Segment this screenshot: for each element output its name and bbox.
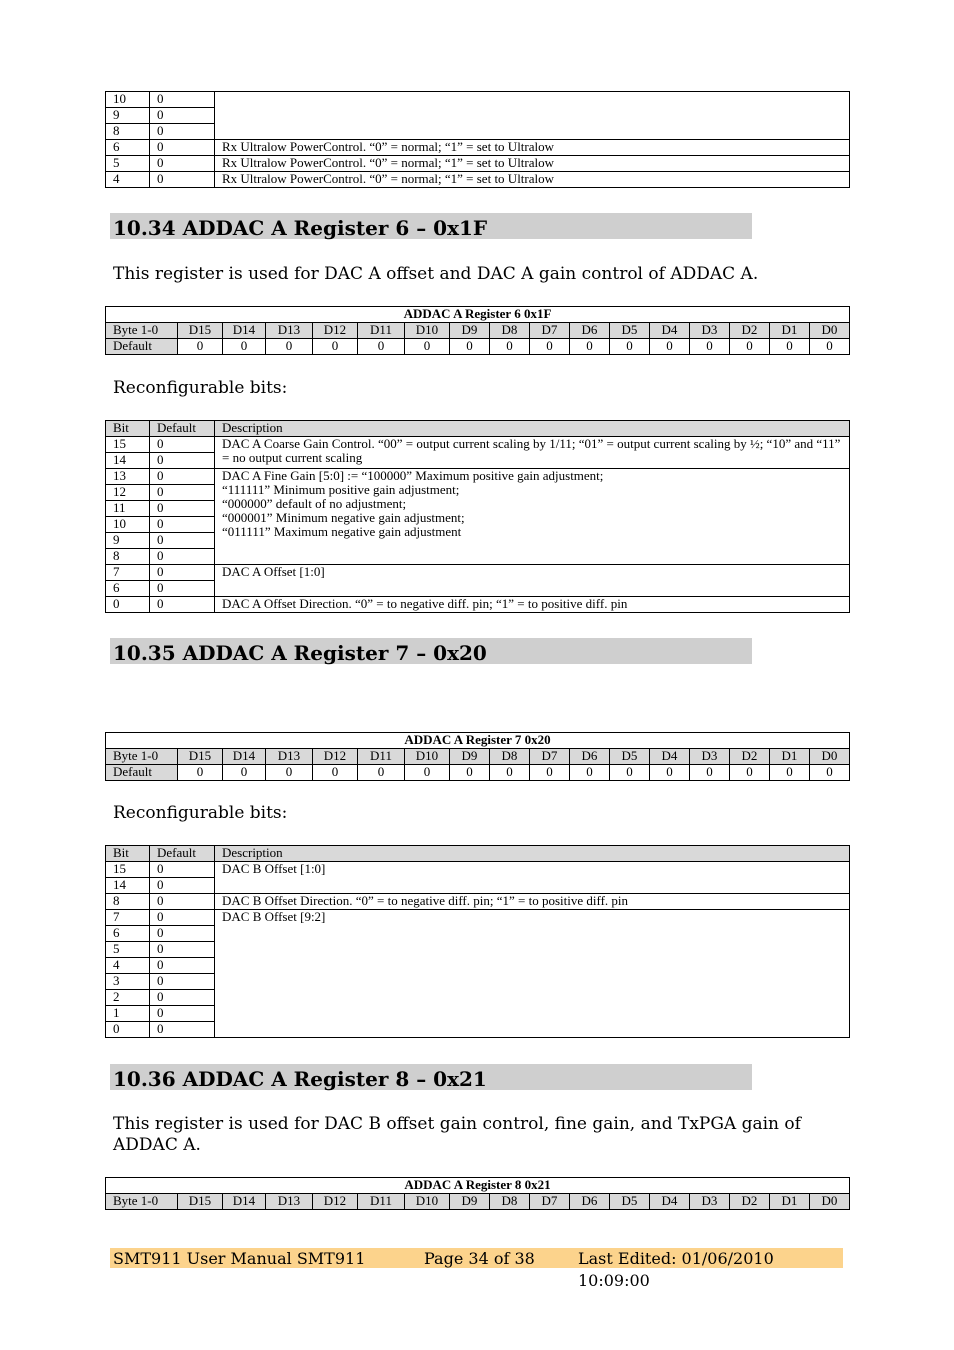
default-cell: 0	[150, 108, 215, 124]
page-footer	[110, 1248, 843, 1290]
default-value: 0	[313, 339, 358, 355]
default-cell: 0	[150, 942, 215, 958]
bit-label: D13	[266, 323, 313, 339]
default-value: 0	[530, 765, 570, 781]
description-line: DAC A Fine Gain [5:0] := “100000” Maximum positive gain adjustment;	[222, 468, 604, 483]
bit-label: D12	[313, 1194, 358, 1210]
bit-cell: 6	[106, 140, 150, 156]
bit-cell: 9	[106, 533, 150, 549]
bit-label: D5	[610, 323, 650, 339]
default-cell: 0	[150, 533, 215, 549]
bit-label: D5	[610, 749, 650, 765]
bit-cell: 14	[106, 878, 150, 894]
header-default: Default	[150, 421, 215, 437]
register-title: ADDAC A Register 7 0x20	[106, 733, 850, 749]
bits-table-0x1f	[105, 420, 850, 613]
description-cell: Rx Ultralow PowerControl. “0” = normal; “1” = set to Ultralow	[215, 140, 850, 156]
default-cell: 0	[150, 878, 215, 894]
default-value: 0	[223, 765, 266, 781]
bit-label: D4	[650, 749, 690, 765]
footer-manual-title: SMT911 User Manual SMT911	[113, 1249, 366, 1268]
bit-label: D10	[405, 323, 450, 339]
bit-label: D0	[810, 1194, 850, 1210]
description-cell: DAC B Offset Direction. “0” = to negative diff. pin; “1” = to positive diff. pin	[215, 894, 850, 910]
description-cell: Rx Ultralow PowerControl. “0” = normal; “1” = set to Ultralow	[215, 156, 850, 172]
default-cell: 0	[150, 597, 215, 613]
default-cell: 0	[150, 124, 215, 140]
default-cell: 0	[150, 862, 215, 878]
bit-cell: 7	[106, 910, 150, 926]
default-cell: 0	[150, 156, 215, 172]
bit-label: D3	[690, 1194, 730, 1210]
bit-cell: 6	[106, 581, 150, 597]
default-cell: 0	[150, 990, 215, 1006]
description-line: “111111” Minimum positive gain adjustment;	[222, 482, 460, 497]
register-title: ADDAC A Register 8 0x21	[106, 1178, 850, 1194]
description-cell	[215, 469, 850, 565]
bit-cell: 14	[106, 453, 150, 469]
default-value: 0	[730, 339, 770, 355]
bit-label: D3	[690, 749, 730, 765]
table-row	[106, 469, 850, 485]
bit-label: D4	[650, 323, 690, 339]
bit-cell: 6	[106, 926, 150, 942]
default-cell: 0	[150, 958, 215, 974]
bit-label: D13	[266, 1194, 313, 1210]
default-cell: 0	[150, 565, 215, 581]
default-value: 0	[450, 339, 490, 355]
default-cell: 0	[150, 1022, 215, 1038]
bit-label: D8	[490, 1194, 530, 1210]
description-cell: DAC B Offset [1:0]	[215, 862, 850, 894]
default-cell: 0	[150, 437, 215, 453]
bit-label: D6	[570, 749, 610, 765]
bit-cell: 12	[106, 485, 150, 501]
default-cell: 0	[150, 517, 215, 533]
default-cell: 0	[150, 549, 215, 565]
bit-label: D12	[313, 323, 358, 339]
bit-cell: 0	[106, 597, 150, 613]
register-default-row	[106, 765, 850, 781]
default-value: 0	[178, 765, 223, 781]
default-cell: 0	[150, 485, 215, 501]
default-cell: 0	[150, 469, 215, 485]
default-value: 0	[313, 765, 358, 781]
bit-label: D14	[223, 323, 266, 339]
table-row	[106, 156, 850, 172]
table-row	[106, 894, 850, 910]
bit-label: D6	[570, 1194, 610, 1210]
default-cell: 0	[150, 501, 215, 517]
bit-label: D14	[223, 1194, 266, 1210]
table-row	[106, 437, 850, 453]
bit-label: D15	[178, 1194, 223, 1210]
default-value: 0	[650, 765, 690, 781]
description-cell: DAC A Offset [1:0]	[215, 565, 850, 597]
bit-cell: 11	[106, 501, 150, 517]
section-intro: This register is used for DAC B offset gain control, fine gain, and TxPGA gain of ADDAC A.	[113, 1114, 801, 1155]
bit-label: D8	[490, 323, 530, 339]
default-value: 0	[405, 339, 450, 355]
description-cell: Rx Ultralow PowerControl. “0” = normal; “1” = set to Ultralow	[215, 172, 850, 188]
default-value: 0	[810, 339, 850, 355]
bit-label: D9	[450, 323, 490, 339]
table-row	[106, 172, 850, 188]
default-value: 0	[650, 339, 690, 355]
table-row	[106, 910, 850, 926]
bit-label: D10	[405, 749, 450, 765]
register-bit-header	[106, 323, 850, 339]
register-default-row	[106, 339, 850, 355]
bit-label: D15	[178, 749, 223, 765]
bit-label: D13	[266, 749, 313, 765]
reconfigurable-label: Reconfigurable bits:	[113, 378, 288, 398]
bit-label: D11	[358, 323, 405, 339]
header-description: Description	[215, 846, 850, 862]
default-value: 0	[690, 765, 730, 781]
bit-label: D3	[690, 323, 730, 339]
bit-cell: 8	[106, 894, 150, 910]
section-intro: This register is used for DAC A offset and DAC A gain control of ADDAC A.	[113, 264, 759, 284]
table-row	[106, 140, 850, 156]
bit-label: D8	[490, 749, 530, 765]
header-default: Default	[150, 846, 215, 862]
description-line: “000000” default of no adjustment;	[222, 496, 407, 511]
section-heading-10-35: 10.35 ADDAC A Register 7 – 0x20	[110, 638, 752, 664]
bit-label: D9	[450, 749, 490, 765]
description-cell: DAC A Coarse Gain Control. “00” = output current scaling by 1/11; “01” = output current scaling by ½; “10” and “11” = no output current scaling	[215, 437, 850, 469]
bit-cell: 8	[106, 124, 150, 140]
section-heading-10-34: 10.34 ADDAC A Register 6 – 0x1F	[110, 213, 752, 239]
default-value: 0	[450, 765, 490, 781]
bit-label: D15	[178, 323, 223, 339]
default-value: 0	[490, 765, 530, 781]
bit-label: D14	[223, 749, 266, 765]
bit-cell: 7	[106, 565, 150, 581]
reconfigurable-label: Reconfigurable bits:	[113, 803, 288, 823]
bit-label: D12	[313, 749, 358, 765]
byte-label: Byte 1-0	[106, 323, 178, 339]
register-table-0x1f	[105, 306, 850, 355]
bit-label: D11	[358, 1194, 405, 1210]
bit-cell: 4	[106, 172, 150, 188]
default-value: 0	[223, 339, 266, 355]
description-cell: DAC B Offset [9:2]	[215, 910, 850, 1038]
bit-label: D1	[770, 323, 810, 339]
register-table-0x21	[105, 1177, 850, 1210]
description-cell	[215, 92, 850, 140]
bit-cell: 5	[106, 942, 150, 958]
default-value: 0	[405, 765, 450, 781]
default-value: 0	[358, 765, 405, 781]
bit-cell: 0	[106, 1022, 150, 1038]
bit-label: D7	[530, 749, 570, 765]
default-cell: 0	[150, 140, 215, 156]
default-cell: 0	[150, 172, 215, 188]
byte-label: Byte 1-0	[106, 749, 178, 765]
register-bit-header	[106, 1194, 850, 1210]
top-bits-table	[105, 91, 850, 188]
default-cell: 0	[150, 926, 215, 942]
bit-cell: 2	[106, 990, 150, 1006]
bit-cell: 10	[106, 517, 150, 533]
bit-cell: 1	[106, 1006, 150, 1022]
bit-label: D4	[650, 1194, 690, 1210]
bit-label: D1	[770, 749, 810, 765]
section-heading-10-36: 10.36 ADDAC A Register 8 – 0x21	[110, 1064, 752, 1090]
default-cell: 0	[150, 894, 215, 910]
bit-label: D9	[450, 1194, 490, 1210]
default-value: 0	[690, 339, 730, 355]
bit-label: D6	[570, 323, 610, 339]
default-value: 0	[266, 765, 313, 781]
default-value: 0	[770, 765, 810, 781]
bit-cell: 4	[106, 958, 150, 974]
default-value: 0	[178, 339, 223, 355]
default-label: Default	[106, 339, 178, 355]
register-title: ADDAC A Register 6 0x1F	[106, 307, 850, 323]
header-bit: Bit	[106, 846, 150, 862]
bit-label: D7	[530, 1194, 570, 1210]
bits-table-0x20	[105, 845, 850, 1038]
table-row	[106, 862, 850, 878]
bit-label: D0	[810, 323, 850, 339]
register-bit-header	[106, 749, 850, 765]
register-table-0x20	[105, 732, 850, 781]
bit-label: D0	[810, 749, 850, 765]
table-header-row	[106, 846, 850, 862]
bit-label: D7	[530, 323, 570, 339]
default-label: Default	[106, 765, 178, 781]
footer-page-number: Page 34 of 38	[424, 1249, 535, 1268]
default-value: 0	[570, 765, 610, 781]
default-value: 0	[266, 339, 313, 355]
bit-label: D5	[610, 1194, 650, 1210]
header-description: Description	[215, 421, 850, 437]
description-line: “011111” Maximum negative gain adjustment	[222, 524, 462, 539]
default-cell: 0	[150, 1006, 215, 1022]
bit-cell: 15	[106, 862, 150, 878]
default-cell: 0	[150, 974, 215, 990]
default-value: 0	[610, 339, 650, 355]
header-bit: Bit	[106, 421, 150, 437]
bit-cell: 15	[106, 437, 150, 453]
bit-label: D2	[730, 749, 770, 765]
default-cell: 0	[150, 581, 215, 597]
bit-label: D2	[730, 1194, 770, 1210]
bit-label: D10	[405, 1194, 450, 1210]
bit-label: D11	[358, 749, 405, 765]
default-value: 0	[730, 765, 770, 781]
default-value: 0	[770, 339, 810, 355]
bit-cell: 13	[106, 469, 150, 485]
default-value: 0	[570, 339, 610, 355]
default-value: 0	[530, 339, 570, 355]
table-row	[106, 92, 850, 108]
description-cell: DAC A Offset Direction. “0” = to negative diff. pin; “1” = to positive diff. pin	[215, 597, 850, 613]
default-cell: 0	[150, 92, 215, 108]
bit-cell: 10	[106, 92, 150, 108]
default-value: 0	[810, 765, 850, 781]
default-value: 0	[610, 765, 650, 781]
bit-cell: 5	[106, 156, 150, 172]
description-line: “000001” Minimum negative gain adjustment;	[222, 510, 465, 525]
default-cell: 0	[150, 453, 215, 469]
default-value: 0	[358, 339, 405, 355]
default-value: 0	[490, 339, 530, 355]
table-row	[106, 565, 850, 581]
footer-last-edited: Last Edited: 01/06/2010 10:09:00	[578, 1249, 774, 1290]
bit-label: D1	[770, 1194, 810, 1210]
bit-cell: 3	[106, 974, 150, 990]
byte-label: Byte 1-0	[106, 1194, 178, 1210]
table-header-row	[106, 421, 850, 437]
default-cell: 0	[150, 910, 215, 926]
bit-label: D2	[730, 323, 770, 339]
table-row	[106, 597, 850, 613]
bit-cell: 9	[106, 108, 150, 124]
bit-cell: 8	[106, 549, 150, 565]
